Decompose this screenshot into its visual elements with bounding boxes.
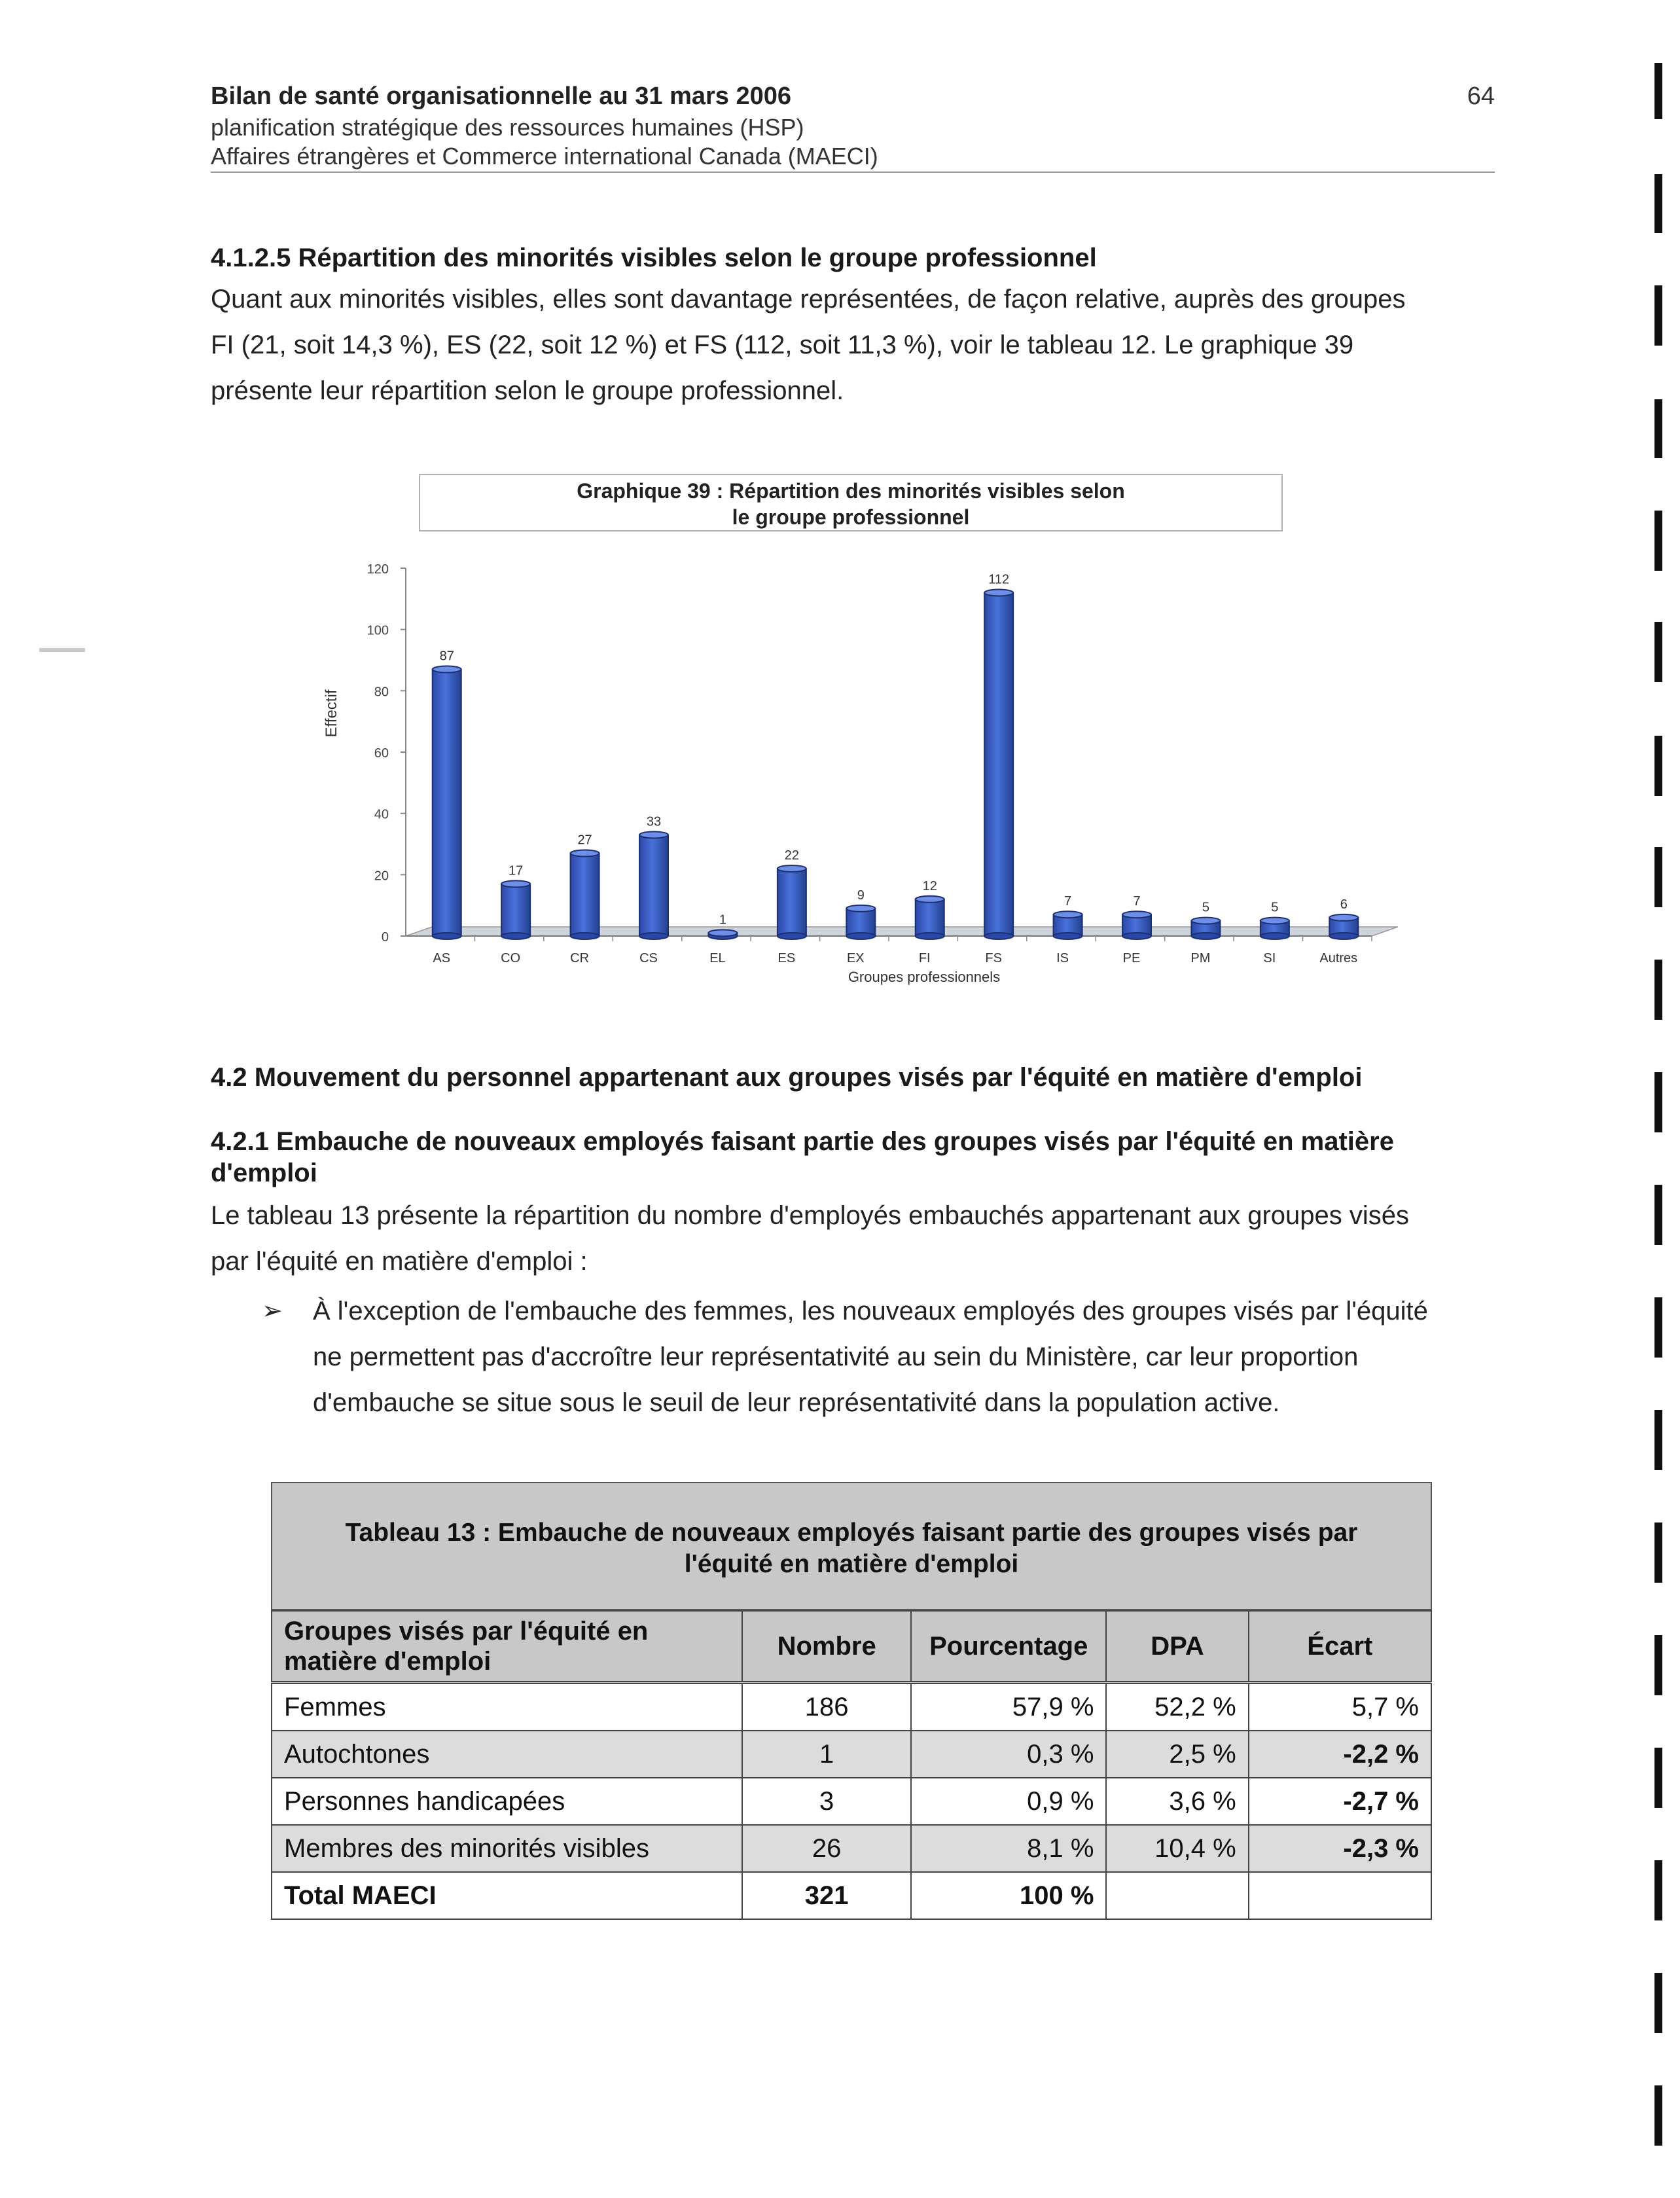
x-tick-label: FI	[918, 951, 931, 965]
bar-base	[777, 933, 806, 939]
header-ecart: Écart	[1249, 1611, 1431, 1683]
header-nombre: Nombre	[742, 1611, 911, 1683]
data-label: 33	[646, 814, 662, 829]
cell-ecart: -2,2 %	[1249, 1731, 1431, 1778]
y-tick-label: 120	[366, 562, 389, 577]
binder-mark	[1654, 622, 1662, 682]
bar-base	[916, 933, 944, 939]
bar	[777, 869, 806, 936]
binder-mark	[1654, 285, 1662, 346]
bar	[571, 854, 599, 936]
x-tick-label: EX	[846, 951, 865, 965]
header-line: matière d'emploi	[284, 1647, 491, 1676]
table-title-line: Tableau 13 : Embauche de nouveaux employés faisant partie des groupes visés par	[345, 1519, 1358, 1547]
binder-mark	[1654, 736, 1662, 796]
chart-title-line: Graphique 39 : Répartition des minorités visibles selon	[577, 479, 1125, 503]
bar-base	[501, 933, 530, 939]
section-heading-42: 4.2 Mouvement du personnel appartenant aux groupes visés par l'équité en matière d'emploi	[211, 1063, 1363, 1092]
cell-ecart: -2,7 %	[1249, 1778, 1431, 1825]
chart-floor	[406, 927, 1398, 936]
table-row	[272, 1731, 1431, 1778]
bar-base	[1122, 933, 1151, 939]
bar-top	[708, 929, 737, 936]
cell-dpa: 2,5 %	[1106, 1731, 1248, 1778]
bullet-line: d'embauche se situe sous le seuil de leur représentativité dans la population active.	[313, 1388, 1280, 1417]
table-row	[272, 1683, 1431, 1731]
cell-pourcentage: 100 %	[911, 1872, 1106, 1919]
data-label: 7	[1064, 894, 1072, 909]
section-paragraph-4125	[211, 276, 1493, 414]
x-tick-label: PE	[1122, 951, 1141, 965]
data-label: 12	[922, 878, 937, 893]
bar-top	[571, 850, 599, 857]
x-tick-label: CR	[570, 951, 590, 965]
chart-title-line: le groupe professionnel	[732, 505, 970, 529]
data-label: 6	[1340, 897, 1348, 912]
x-tick-label: FS	[985, 951, 1002, 965]
binder-mark	[1654, 847, 1662, 907]
x-tick-label: CS	[639, 951, 658, 965]
data-label: 5	[1271, 900, 1279, 915]
cell-nombre: 321	[742, 1872, 911, 1919]
table-row	[272, 1825, 1431, 1872]
bar	[846, 909, 875, 936]
data-label: 5	[1202, 900, 1209, 915]
section-heading-4125: 4.1.2.5 Répartition des minorités visibles selon le groupe professionnel	[211, 243, 1097, 272]
binder-mark	[1654, 1297, 1662, 1358]
cell-pourcentage: 57,9 %	[911, 1683, 1106, 1731]
cell-nombre: 186	[742, 1683, 911, 1731]
cell-pourcentage: 8,1 %	[911, 1825, 1106, 1872]
table-total-row	[272, 1872, 1431, 1919]
y-axis-label: Effectif	[323, 689, 340, 738]
y-tick-label: 80	[374, 685, 389, 700]
bar-base	[846, 933, 875, 939]
x-tick-label: IS	[1056, 951, 1069, 965]
x-tick-label: PM	[1190, 951, 1211, 965]
bar-top	[1329, 914, 1358, 921]
bar-base	[639, 933, 668, 939]
cell-group: Personnes handicapées	[272, 1778, 742, 1825]
bar	[984, 592, 1013, 936]
bar-top	[433, 666, 461, 673]
cell-group: Membres des minorités visibles	[272, 1825, 742, 1872]
cell-dpa	[1106, 1872, 1248, 1919]
bar-top	[984, 589, 1013, 596]
x-tick-label: Autres	[1319, 951, 1358, 965]
cell-nombre: 3	[742, 1778, 911, 1825]
binder-mark	[1654, 174, 1662, 233]
paragraph-line: présente leur répartition selon le groupe professionnel.	[211, 376, 844, 405]
binder-mark	[1654, 1410, 1662, 1470]
cell-nombre: 26	[742, 1825, 911, 1872]
page-header	[211, 79, 1495, 173]
binder-mark	[1654, 2085, 1662, 2146]
binder-mark	[1654, 63, 1662, 119]
bar-top	[777, 865, 806, 872]
data-label: 112	[988, 572, 1010, 587]
binder-mark	[1654, 1185, 1662, 1245]
binder-mark	[1654, 399, 1662, 458]
x-tick-label: ES	[777, 951, 796, 965]
bullet-line: À l'exception de l'embauche des femmes, les nouveaux employés des groupes visés par l'équité	[313, 1297, 1428, 1325]
page-number: 64	[1467, 82, 1495, 110]
paragraph-line: Quant aux minorités visibles, elles sont davantage représentées, de façon relative, auprès des groupes	[211, 285, 1406, 314]
cell-ecart: -2,3 %	[1249, 1825, 1431, 1872]
data-label: 22	[784, 848, 799, 863]
cell-dpa: 3,6 %	[1106, 1778, 1248, 1825]
bar-top	[639, 831, 668, 838]
cell-pourcentage: 0,9 %	[911, 1778, 1106, 1825]
data-label: 1	[719, 912, 726, 928]
header-line: Groupes visés par l'équité en	[284, 1617, 649, 1646]
data-label: 87	[439, 649, 454, 664]
heading-line: d'emploi	[211, 1159, 317, 1187]
bullet-text	[313, 1288, 1491, 1426]
binder-mark	[1654, 511, 1662, 571]
binder-mark	[1654, 1860, 1662, 1920]
y-tick-label: 60	[374, 746, 389, 761]
bar	[501, 884, 530, 936]
data-label: 17	[509, 863, 524, 878]
bar-top	[1122, 911, 1151, 918]
data-label: 7	[1133, 894, 1141, 909]
data-label: 27	[577, 833, 592, 848]
hiring-table	[271, 1610, 1432, 1920]
cell-group: Femmes	[272, 1683, 742, 1731]
header-dpa: DPA	[1106, 1611, 1248, 1683]
data-label: 9	[857, 888, 865, 903]
y-tick-label: 0	[381, 930, 389, 945]
section-heading-421	[211, 1126, 1394, 1189]
binder-mark	[1654, 960, 1662, 1020]
cell-dpa: 10,4 %	[1106, 1825, 1248, 1872]
paragraph-line: FI (21, soit 14,3 %), ES (22, soit 12 %) et FS (112, soit 11,3 %), voir le tableau 12. Le graphique 39	[211, 331, 1354, 359]
table-13	[271, 1482, 1432, 1920]
table-row	[272, 1778, 1431, 1825]
bar-base	[1054, 933, 1082, 939]
bar-top	[501, 880, 530, 887]
cell-ecart	[1249, 1872, 1431, 1919]
department-name: Affaires étrangères et Commerce international Canada (MAECI)	[211, 143, 878, 170]
bar	[433, 670, 461, 936]
bar-chart	[302, 471, 1415, 995]
x-tick-label: AS	[433, 951, 451, 965]
cell-group: Autochtones	[272, 1731, 742, 1778]
binder-mark	[1654, 1522, 1662, 1583]
bar-base	[433, 933, 461, 939]
bar-base	[1191, 933, 1220, 939]
bar-base	[1329, 933, 1358, 939]
bar-top	[1191, 918, 1220, 924]
bar-base	[984, 933, 1013, 939]
bar	[916, 899, 944, 936]
binder-mark	[1654, 1748, 1662, 1808]
binder-mark	[1654, 1635, 1662, 1695]
bar-base	[1260, 933, 1289, 939]
table-title	[271, 1482, 1432, 1610]
cell-pourcentage: 0,3 %	[911, 1731, 1106, 1778]
bar-top	[1260, 918, 1289, 924]
report-title: Bilan de santé organisationnelle au 31 mars 2006	[211, 82, 792, 110]
bullet-line: ne permettent pas d'accroître leur représentativité au sein du Ministère, car leur proportion	[313, 1342, 1359, 1371]
heading-line: 4.2.1 Embauche de nouveaux employés faisant partie des groupes visés par l'équité en matière	[211, 1127, 1394, 1156]
cell-nombre: 1	[742, 1731, 911, 1778]
binder-mark	[1654, 1072, 1662, 1132]
cell-ecart: 5,7 %	[1249, 1683, 1431, 1731]
y-tick-label: 20	[374, 869, 389, 884]
table-title-line: l'équité en matière d'emploi	[684, 1550, 1019, 1578]
x-tick-label: EL	[709, 951, 726, 965]
header-pourcentage: Pourcentage	[911, 1611, 1106, 1683]
bar-top	[1054, 911, 1082, 918]
x-tick-label: SI	[1263, 951, 1276, 965]
cell-dpa: 52,2 %	[1106, 1683, 1248, 1731]
report-subtitle: planification stratégique des ressources humaines (HSP)	[211, 114, 804, 141]
bar-top	[916, 896, 944, 903]
arrow-bullet-icon: ➢	[262, 1297, 283, 1325]
y-tick-label: 40	[374, 807, 389, 822]
paragraph-line: par l'équité en matière d'emploi :	[211, 1247, 588, 1276]
bar-top	[846, 905, 875, 912]
x-tick-label: CO	[501, 951, 521, 965]
table-header-row	[272, 1611, 1431, 1683]
bar-base	[571, 933, 599, 939]
y-tick-label: 100	[366, 623, 389, 638]
header-groups	[272, 1611, 742, 1683]
binder-mark	[1654, 1973, 1662, 2033]
section-paragraph-421	[211, 1193, 1493, 1284]
cell-group: Total MAECI	[272, 1872, 742, 1919]
x-axis-label: Groupes professionnels	[848, 969, 1001, 985]
scan-artifact	[39, 648, 85, 652]
paragraph-line: Le tableau 13 présente la répartition du nombre d'employés embauchés appartenant aux groupes visés	[211, 1201, 1410, 1230]
bar	[639, 835, 668, 936]
